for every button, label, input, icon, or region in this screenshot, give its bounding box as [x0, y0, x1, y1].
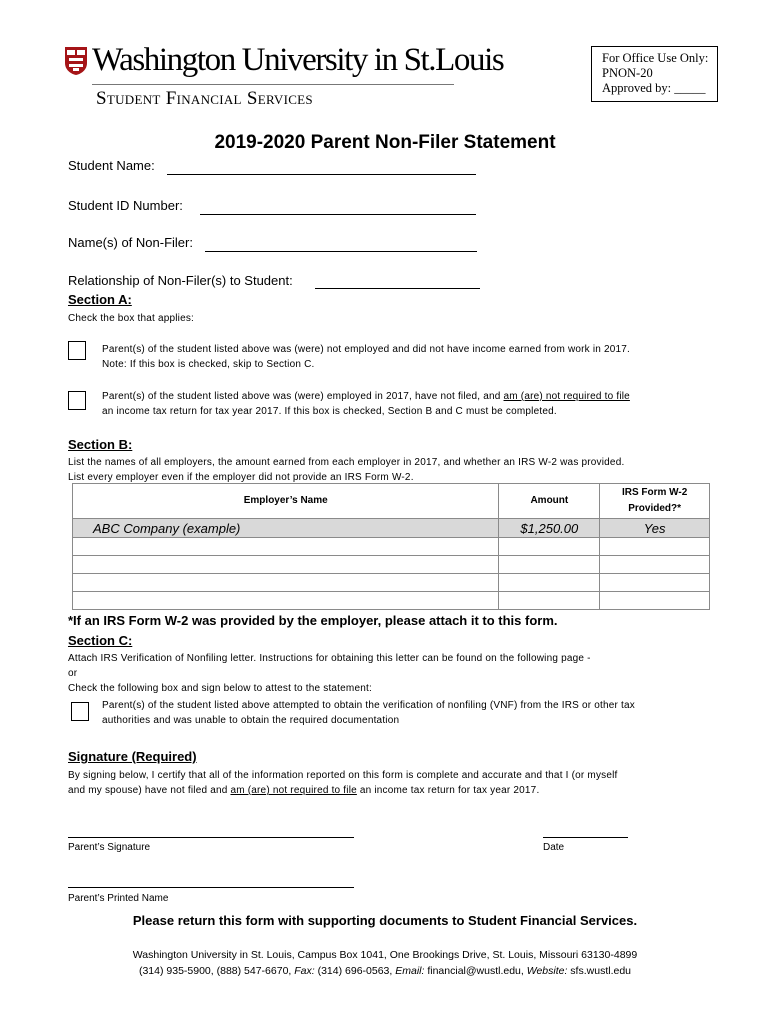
- table-row-example: [73, 519, 710, 538]
- certification-line2-underlined: am (are) not required to file: [230, 785, 357, 796]
- section-b-instruction-line1: List the names of all employers, the amount earned from each employer in 2017, and whether an IRS W-2 was provided.: [68, 457, 625, 468]
- not-employed-note: Note: If this box is checked, skip to Section C.: [102, 359, 315, 370]
- employed-not-required-checkbox[interactable]: [68, 391, 86, 410]
- relationship-field[interactable]: [315, 288, 480, 289]
- date-label: Date: [543, 842, 565, 853]
- employer-table-header: [73, 484, 710, 519]
- student-id-field[interactable]: [200, 214, 476, 215]
- page-title: 2019-2020 Parent Non-Filer Statement: [214, 132, 556, 153]
- section-c-or: or: [68, 668, 78, 679]
- section-a-instruction: Check the box that applies:: [68, 313, 195, 324]
- footer-address: Washington University in St. Louis, Campus Box 1041, One Brookings Drive, St. Louis, Missouri 63130-4899: [132, 949, 638, 961]
- section-c-heading: Section C:: [68, 633, 133, 648]
- printed-name-field[interactable]: [68, 887, 354, 888]
- section-a-heading: Section A:: [68, 292, 132, 307]
- certification-line2: [68, 783, 728, 798]
- amount-cell[interactable]: [499, 538, 600, 556]
- section-c-line1: Attach IRS Verification of Nonfiling letter. Instructions for obtaining this letter can be found on the following page -: [68, 653, 591, 664]
- parent-signature-field[interactable]: [68, 837, 354, 838]
- website-link[interactable]: sfs.wustl.edu: [567, 965, 632, 977]
- fax-label: Fax:: [294, 965, 315, 977]
- university-shield-icon: [64, 46, 88, 76]
- student-name-label: Student Name:: [68, 158, 155, 173]
- section-b-instruction-line2: List every employer even if the employer did not provide an IRS Form W-2.: [68, 472, 414, 483]
- website-label: Website:: [526, 965, 568, 977]
- w2-footnote: *If an IRS Form W-2 was provided by the employer, please attach it to this form.: [68, 613, 558, 628]
- section-c-line3: Check the following box and sign below to attest to the statement:: [68, 683, 372, 694]
- signature-heading: Signature (Required): [68, 749, 197, 764]
- return-instructions: Please return this form with supporting documents to Student Financial Services.: [132, 913, 638, 928]
- not-employed-checkbox[interactable]: [68, 341, 86, 360]
- certification-text: [68, 768, 728, 798]
- employed-text: Parent(s) of the student listed above was (were) employed in 2017, have not filed, and: [102, 391, 504, 402]
- not-employed-text: Parent(s) of the student listed above was (were) not employed and did not have income earned from work in 2017.: [102, 344, 631, 355]
- fax-number: (314) 696-0563,: [314, 965, 396, 977]
- certification-line2-end: an income tax return for tax year 2017.: [356, 785, 540, 796]
- table-row: [73, 538, 710, 556]
- amount-cell[interactable]: [499, 592, 600, 610]
- w2-cell[interactable]: [600, 574, 710, 592]
- employer-name-cell[interactable]: [73, 592, 499, 610]
- office-use-code: PNON-20: [602, 66, 653, 80]
- not-employed-option: [102, 342, 712, 372]
- relationship-label: Relationship of Non-Filer(s) to Student:: [68, 273, 293, 288]
- employed-text-line2: an income tax return for tax year 2017. If this box is checked, Section B and C must be completed.: [102, 406, 557, 417]
- table-row: [73, 592, 710, 610]
- vnf-option: [102, 698, 722, 728]
- amount-header: Amount: [499, 484, 600, 519]
- date-field[interactable]: [543, 837, 628, 838]
- office-use-box: [591, 46, 718, 102]
- printed-name-label: Parent’s Printed Name: [68, 893, 169, 904]
- section-b-heading: Section B:: [68, 437, 133, 452]
- footer-contact: [0, 963, 770, 979]
- employer-name-cell[interactable]: [73, 574, 499, 592]
- student-id-label: Student ID Number:: [68, 198, 183, 213]
- non-filer-name-label: Name(s) of Non-Filer:: [68, 235, 193, 250]
- w2-cell[interactable]: [600, 538, 710, 556]
- w2-cell[interactable]: [600, 592, 710, 610]
- employed-option: [102, 389, 712, 419]
- student-name-field[interactable]: [167, 174, 476, 175]
- vnf-option-line2: authorities and was unable to obtain the required documentation: [102, 715, 400, 726]
- non-filer-name-field[interactable]: [205, 251, 477, 252]
- employer-table: [72, 483, 710, 610]
- example-w2: Yes: [600, 519, 710, 538]
- employer-name-cell[interactable]: [73, 538, 499, 556]
- employed-text-underlined: am (are) not required to file: [503, 391, 630, 402]
- certification-line1: By signing below, I certify that all of the information reported on this form is complete and accurate and that I (or myself: [68, 770, 618, 781]
- employer-name-header: Employer’s Name: [73, 484, 499, 519]
- vnf-option-line1: Parent(s) of the student listed above attempted to obtain the verification of nonfiling (VNF) from the IRS or other tax: [102, 700, 635, 711]
- amount-cell[interactable]: [499, 556, 600, 574]
- university-name: Washington University in St.Louis: [92, 42, 504, 78]
- example-amount: $1,250.00: [499, 519, 600, 538]
- employed-text-line1: [102, 389, 712, 404]
- employer-name-cell[interactable]: [73, 556, 499, 574]
- department-name: Student Financial Services: [96, 88, 313, 109]
- email-link[interactable]: financial@wustl.edu,: [424, 965, 527, 977]
- amount-cell[interactable]: [499, 574, 600, 592]
- table-row: [73, 556, 710, 574]
- office-use-approved: Approved by: _____: [602, 81, 706, 95]
- footer: [0, 947, 770, 979]
- logo-divider: [92, 84, 454, 85]
- example-employer: ABC Company (example): [73, 519, 499, 538]
- section-c-text: [68, 651, 728, 696]
- office-use-label: For Office Use Only:: [602, 51, 709, 65]
- section-b-instruction: [68, 455, 718, 485]
- parent-signature-label: Parent’s Signature: [68, 842, 151, 853]
- footer-phones: (314) 935-5900, (888) 547-6670,: [138, 965, 295, 977]
- vnf-unable-checkbox[interactable]: [71, 702, 89, 721]
- certification-line2-start: and my spouse) have not filed and: [68, 785, 231, 796]
- table-row: [73, 574, 710, 592]
- w2-provided-header: IRS Form W-2 Provided?*: [600, 484, 710, 519]
- w2-cell[interactable]: [600, 556, 710, 574]
- email-label: Email:: [395, 965, 425, 977]
